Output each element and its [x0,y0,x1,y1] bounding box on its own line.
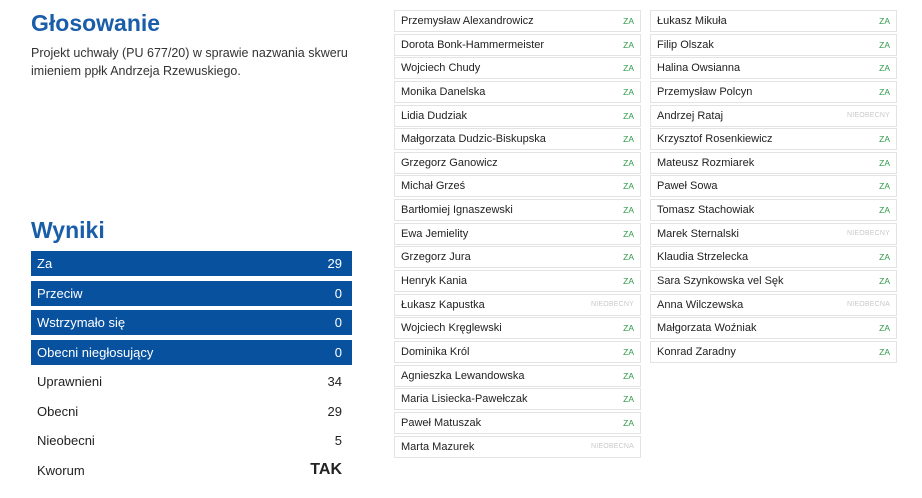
voter-vote: ZA [623,134,634,145]
result-row-entitled [31,369,352,394]
result-value: 29 [327,256,342,271]
voter-name: Bartłomiej Ignaszewski [401,204,513,217]
voter-vote: ZA [623,205,634,216]
voter-name: Małgorzata Dudzic-Biskupska [401,133,546,146]
voter-name: Monika Danelska [401,85,486,98]
result-row-abstained [31,310,352,335]
voter-name: Ewa Jemielity [401,227,469,240]
voter-vote: ZA [879,63,890,74]
voter-row [650,105,897,127]
voter-name: Maria Lisiecka-Pawełczak [401,393,528,406]
result-label: Obecni niegłosujący [37,344,154,360]
voter-name: Dominika Król [401,345,470,358]
voter-row [650,341,897,363]
voter-name: Łukasz Kapustka [401,298,485,311]
voter-vote: ZA [623,417,634,428]
result-row-quorum [31,458,352,483]
result-label: Za [37,256,53,271]
voter-vote: ZA [879,205,890,216]
voter-row [394,270,641,292]
voter-row [394,199,641,221]
result-label: Uprawnieni [37,374,103,389]
voter-row [394,388,641,410]
voter-vote: NIEOBECNY [846,230,890,238]
voter-row [394,317,641,339]
voter-row [394,57,641,79]
voter-vote: ZA [879,346,890,357]
result-value: 5 [334,433,342,448]
voter-vote: ZA [623,346,634,357]
voter-vote: ZA [879,181,890,192]
voter-name: Paweł Matuszak [401,416,482,429]
page-title: Głosowanie [31,10,161,36]
result-value: 0 [334,315,342,330]
voter-vote: NIEOBECNA [590,443,634,451]
voter-name: Sara Szynkowska vel Sęk [657,275,784,288]
voter-name: Anna Wilczewska [657,298,744,311]
voter-vote: ZA [879,16,890,26]
voter-vote: ZA [623,16,634,26]
voter-vote: ZA [623,110,634,121]
result-value: 34 [327,374,342,389]
voter-row [650,223,897,245]
voter-row [394,175,641,197]
voter-name: Wojciech Chudy [401,62,481,75]
voter-vote: ZA [879,157,890,168]
voter-vote: NIEOBECNA [846,301,890,309]
voters-column-2 [650,10,897,365]
results-table [31,251,352,487]
voter-name: Paweł Sowa [657,180,718,193]
result-value: 0 [334,344,342,360]
voter-row [394,412,641,434]
voter-name: Marta Mazurek [401,440,475,453]
result-label: Wstrzymało się [37,315,126,330]
results-title: Wyniki [31,217,105,243]
voter-vote: ZA [623,228,634,239]
result-label: Nieobecni [37,433,95,448]
result-value: TAK [310,461,342,478]
voter-vote: NIEOBECNY [590,301,634,309]
voter-name: Mateusz Rozmiarek [657,156,755,169]
voter-row [650,152,897,174]
voter-row [394,341,641,363]
voter-name: Grzegorz Jura [401,251,471,264]
voter-vote: ZA [879,276,890,287]
voter-row [650,175,897,197]
voter-vote: ZA [623,323,634,334]
voter-vote: ZA [879,134,890,145]
voter-row [394,436,641,458]
voter-name: Henryk Kania [401,275,468,288]
result-row-absent [31,428,352,453]
voter-name: Grzegorz Ganowicz [401,156,498,169]
result-value: 29 [327,403,342,419]
voter-vote: ZA [623,252,634,263]
voter-row [394,81,641,103]
result-label: Przeciw [37,285,83,301]
voter-name: Małgorzata Woźniak [657,322,757,335]
voter-vote: ZA [623,370,634,381]
voter-row [650,57,897,79]
resolution-description: Projekt uchwały (PU 677/20) w sprawie nazwania skweru imieniem ppłk Andrzeja Rzewuskiego. [31,46,348,78]
voter-name: Dorota Bonk-Hammermeister [401,38,545,51]
result-row-for [31,251,352,276]
voter-row [650,34,897,56]
voter-vote: ZA [623,63,634,74]
voter-vote: ZA [623,39,634,50]
voter-row [394,34,641,56]
voter-row [650,81,897,103]
voter-row [394,223,641,245]
voter-vote: ZA [623,181,634,192]
voter-name: Przemysław Alexandrowicz [401,15,534,27]
voter-name: Przemysław Polcyn [657,85,753,98]
result-value: 0 [334,285,342,301]
voter-row [394,128,641,150]
voter-name: Wojciech Kręglewski [401,322,502,335]
result-row-present [31,399,352,424]
voters-column-1 [394,10,641,459]
voter-name: Marek Sternalski [657,227,739,240]
voter-name: Łukasz Mikuła [657,15,727,27]
result-row-present-not-voting [31,340,352,365]
voter-name: Halina Owsianna [657,62,741,75]
voter-name: Lidia Dudziak [401,109,468,122]
voter-row [650,10,897,32]
voter-row [394,246,641,268]
voter-name: Konrad Zaradny [657,345,736,358]
voter-row [650,294,897,316]
result-row-against [31,281,352,306]
voter-row [394,10,641,32]
voter-row [650,270,897,292]
voter-name: Agnieszka Lewandowska [401,369,525,382]
voter-vote: ZA [623,157,634,168]
voter-name: Michał Grześ [401,180,466,193]
voter-row [650,199,897,221]
voter-name: Andrzej Rataj [657,109,724,122]
voter-vote: ZA [879,323,890,334]
voter-vote: ZA [879,252,890,263]
voter-name: Tomasz Stachowiak [657,204,755,217]
voter-row [394,365,641,387]
voter-row [394,294,641,316]
voter-row [650,128,897,150]
result-label: Obecni [37,403,79,419]
voter-name: Klaudia Strzelecka [657,251,749,264]
voter-row [394,105,641,127]
voter-row [650,246,897,268]
voter-row [394,152,641,174]
voter-vote: ZA [879,86,890,97]
result-label: Kworum [37,462,85,478]
voter-vote: NIEOBECNY [846,112,890,120]
voter-name: Krzysztof Rosenkiewicz [657,133,773,146]
voter-vote: ZA [623,86,634,97]
voter-vote: ZA [623,394,634,405]
voter-name: Filip Olszak [657,38,714,51]
voter-vote: ZA [623,276,634,287]
voter-row [650,317,897,339]
voter-vote: ZA [879,39,890,50]
